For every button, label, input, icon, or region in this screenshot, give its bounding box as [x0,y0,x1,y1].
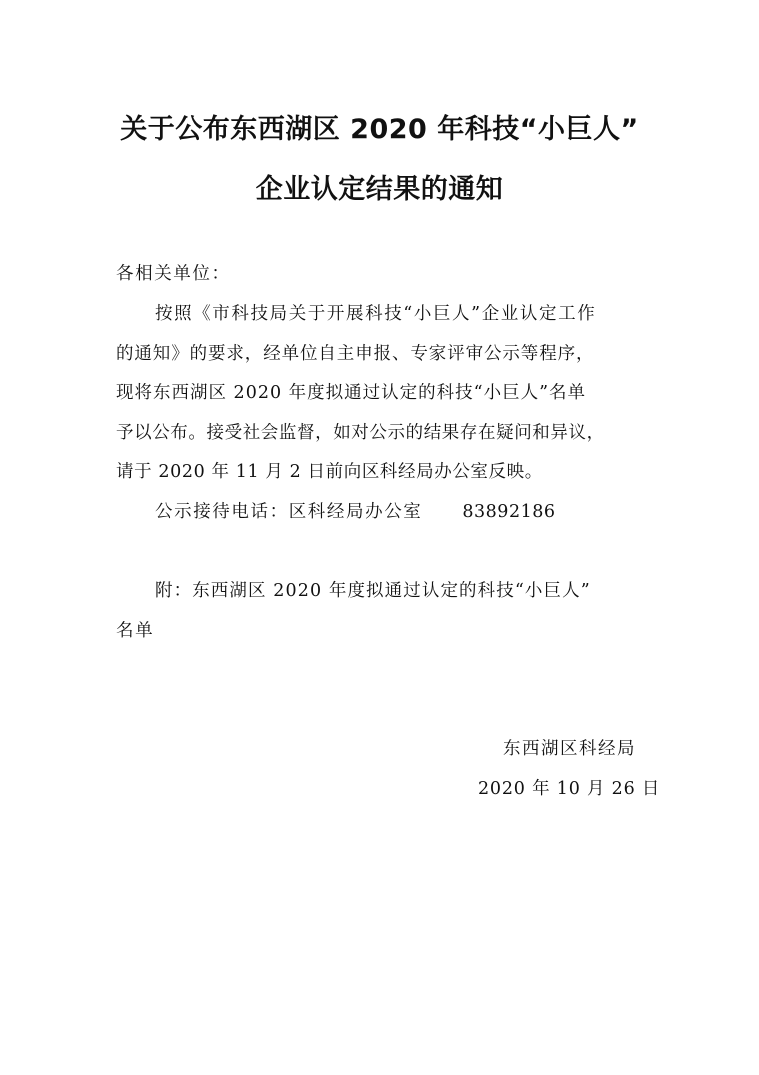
attachment-line-1: 附：东西湖区 2020 年度拟通过认定的科技“小巨人” [155,581,591,601]
paragraph-line: 请于 2020 年 11 月 2 日前向区科经局办公室反映。 [116,462,543,482]
paragraph-line: 予以公布。接受社会监督，如对公示的结果存在疑问和异议， [116,423,605,443]
attachment-line-2: 名单 [116,621,155,641]
document-title-line-2: 企业认定结果的通知 [255,174,504,205]
paragraph-line: 的通知》的要求，经单位自主申报、专家评审公示等程序， [116,344,595,364]
contact-line [155,498,555,523]
contact-label: 公示接待电话：区科经局办公室 [155,502,423,522]
signature-date: 2020 年 10 月 26 日 [478,779,661,799]
document-title-line-1: 关于公布东西湖区 2020 年科技“小巨人” [120,114,639,145]
paragraph-line: 按照《市科技局关于开展科技“小巨人”企业认定工作 [155,304,597,324]
signature-organization: 东西湖区科经局 [503,739,636,759]
salutation: 各相关单位： [116,264,231,284]
paragraph-line: 现将东西湖区 2020 年度拟通过认定的科技“小巨人”名单 [116,383,587,403]
contact-phone: 83892186 [462,502,556,522]
